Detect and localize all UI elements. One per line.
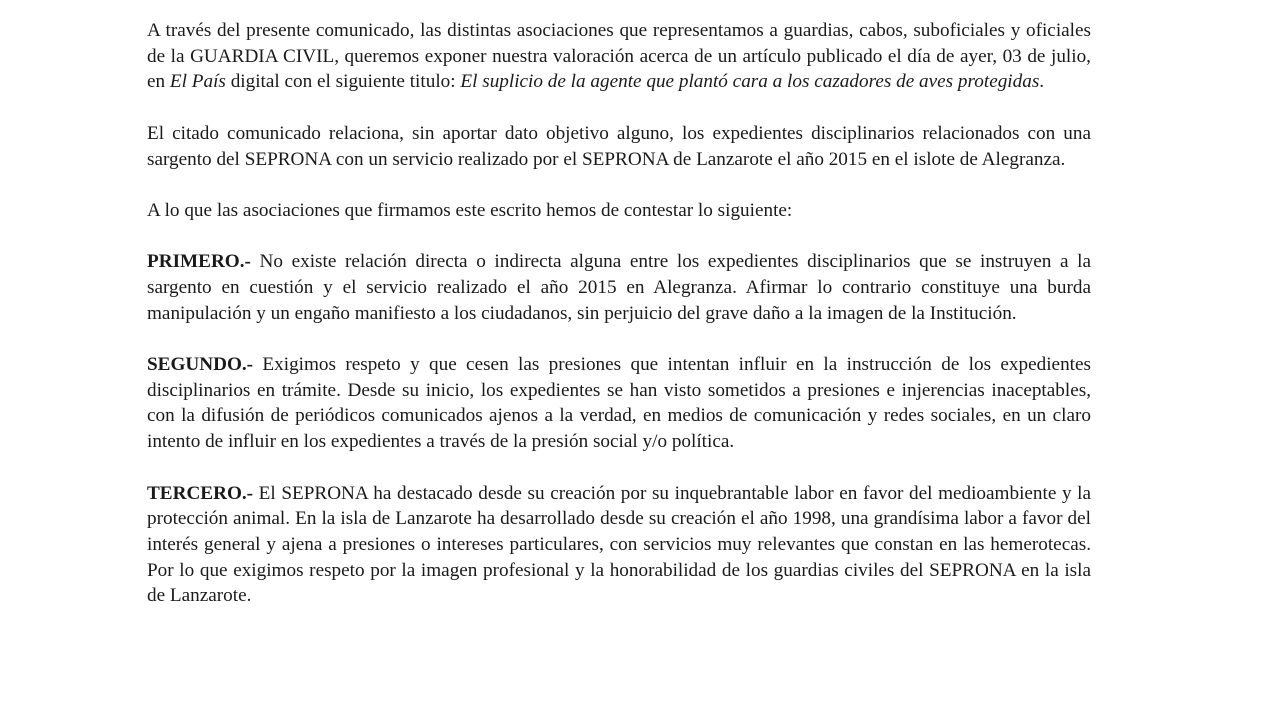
third-paragraph: A lo que las asociaciones que firmamos este escrito hemos de contestar lo siguiente: <box>147 199 793 221</box>
intro-text-middle: , queremos exponer nuestra valoración acerca de un artículo publicado el día de ayer, 03 de julio, en <box>147 45 1091 93</box>
segundo-text: Exigimos respeto y que cesen las presiones que intentan influir en la instrucción de los expedientes disciplinarios en trámite. Desde su inicio, los expedientes se han visto sometidos a presiones e injerencias inaceptables, con la difusión de periódicos comunicados ajenos a la verdad, en medios de comunicación y redes sociales, en un claro intento de influir en los expedientes a través de la presión social y/o política. <box>147 354 1091 453</box>
intro-text-end: . <box>1039 71 1045 93</box>
organization-name: GUARDIA CIVIL <box>190 45 335 67</box>
intro-text-title-lead: digital con el siguiente titulo: <box>225 71 461 93</box>
primero-label: PRIMERO.- <box>147 251 251 273</box>
document-body <box>147 18 1091 635</box>
primero-paragraph <box>147 249 1091 326</box>
article-title: El suplicio de la agente que plantó cara a los cazadores de aves protegidas <box>460 71 1040 93</box>
tercero-label: TERCERO.- <box>147 482 254 504</box>
tercero-paragraph <box>147 481 1091 610</box>
intro-text-start: A través del presente comunicado, las distintas asociaciones que representamos a guardias, cabos, suboficiales y oficiales de la <box>147 20 1091 67</box>
primero-text: No existe relación directa o indirecta alguna entre los expedientes disciplinarios que se instruyen a la sargento en cuestión y el servicio realizado el año 2015 en Alegranza. Afirmar lo contrario constituye una burda manipulación y un engaño manifiesto a los ciudadanos, sin perjuicio del grave daño a la imagen de la Institución. <box>147 251 1091 324</box>
segundo-label: SEGUNDO.- <box>147 354 254 376</box>
segundo-paragraph <box>147 352 1091 455</box>
second-paragraph: El citado comunicado relaciona, sin aportar dato objetivo alguno, los expedientes disciplinarios relacionados con una sargento del SEPRONA con un servicio realizado por el SEPRONA de Lanzarote el año 2015 en el islote de Alegranza. <box>147 122 1091 170</box>
tercero-text: El SEPRONA ha destacado desde su creación por su inquebrantable labor en favor del medioambiente y la protección animal. En la isla de Lanzarote ha desarrollado desde su creación el año 1998, una grandísima labor a favor del interés general y ajena a presiones o intereses particulares, con servicios muy relevantes que constan en las hemerotecas. Por lo que exigimos respeto por la imagen profesional y la honorabilidad de los guardias civiles del SEPRONA en la isla de Lanzarote. <box>147 482 1091 607</box>
newspaper-name: El País <box>169 71 226 93</box>
intro-paragraph <box>147 18 1091 95</box>
